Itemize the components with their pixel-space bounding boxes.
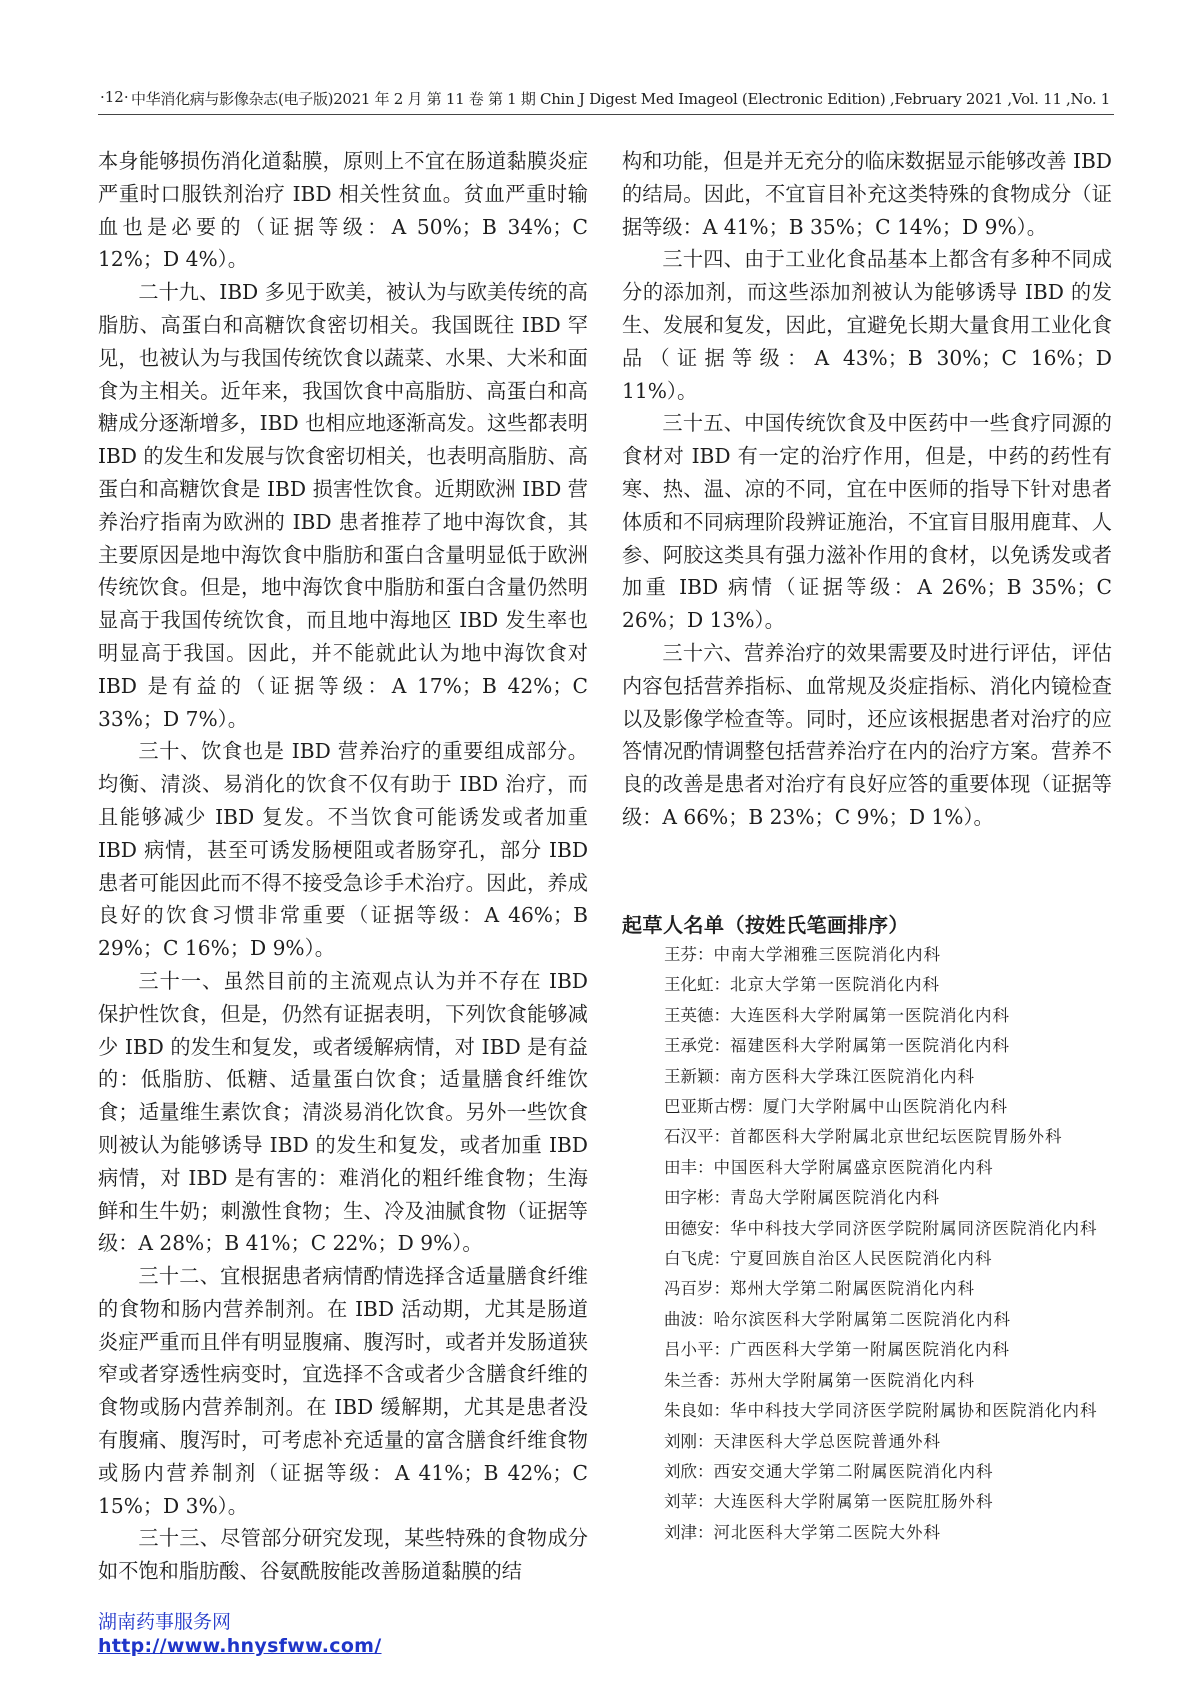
- drafter-affiliation: 天津医科大学总医院普通外科: [713, 1431, 941, 1451]
- drafter-item: [664, 1062, 1114, 1092]
- paragraph: 本身能够损伤消化道黏膜，原则上不宜在肠道黏膜炎症严重时口服铁剂治疗 IBD 相关性贫血。贫血严重时输血也是必要的（证据等级：A 50%；B 34%；C 12%；D 4%）。: [98, 149, 588, 272]
- drafter-item: [664, 1335, 1114, 1365]
- drafter-name: 冯百岁：: [664, 1279, 730, 1299]
- drafter-name: 吕小平：: [664, 1340, 730, 1360]
- drafter-item: [664, 940, 1114, 970]
- drafter-item: [664, 1001, 1114, 1031]
- drafter-item: [664, 1457, 1114, 1487]
- drafter-name: 白飞虎：: [664, 1249, 730, 1269]
- drafter-item: [664, 1122, 1114, 1152]
- page-header: [100, 88, 1110, 112]
- drafter-item: [664, 1214, 1114, 1244]
- watermark-url-link[interactable]: http://www.hnysfww.com/: [98, 1635, 382, 1657]
- drafter-affiliation: 广西医科大学第一附属医院消化内科: [730, 1340, 1010, 1360]
- drafter-name: 田德安：: [664, 1218, 730, 1238]
- drafter-affiliation: 郑州大学第二附属医院消化内科: [730, 1279, 975, 1299]
- drafter-item: [664, 1518, 1114, 1548]
- drafter-affiliation: 河北医科大学第二医院大外科: [713, 1522, 941, 1542]
- left-column: [98, 145, 588, 1588]
- drafter-item: [664, 1305, 1114, 1335]
- drafter-affiliation: 宁夏回族自治区人民医院消化内科: [730, 1249, 993, 1269]
- drafter-item: [664, 1366, 1114, 1396]
- drafter-item: [664, 1396, 1114, 1426]
- drafter-affiliation: 华中科技大学同济医学院附属同济医院消化内科: [730, 1218, 1098, 1238]
- journal-citation: 中华消化病与影像杂志(电子版)2021 年 2 月 第 11 卷 第 1 期 Chin J Digest Med Imageol (Electronic Edition) ,February 2021 ,Vol. 11 ,No. 1: [130, 90, 1110, 108]
- paragraph: 三十二、宜根据患者病情酌情选择含适量膳食纤维的食物和肠内营养制剂。在 IBD 活动期，尤其是肠道炎症严重而且伴有明显腹痛、腹泻时，或者并发肠道狭窄或者穿透性病变时，宜选择不含或者少含膳食纤维的食物或肠内营养制剂。在 IBD 缓解期，尤其是患者没有腹痛、腹泻时，可考虑补充适量的富含膳食纤维食物或肠内营养制剂（证据等级：A 41%；B 42%；C 15%；D 3%）。: [98, 1264, 588, 1518]
- drafter-item: [664, 1487, 1114, 1517]
- paragraph: 三十五、中国传统饮食及中医药中一些食疗同源的食材对 IBD 有一定的治疗作用，但是，中药的药性有寒、热、温、凉的不同，宜在中医师的指导下针对患者体质和不同病理阶段辨证施治，不宜盲目服用鹿茸、人参、阿胶这类具有强力滋补作用的食材，以免诱发或者加重 IBD 病情（证据等级：A 26%；B 35%；C 26%；D 13%）。: [622, 411, 1112, 633]
- drafter-item: [664, 1153, 1114, 1183]
- drafter-name: 巴亚斯古楞：: [664, 1097, 763, 1117]
- drafter-name: 刘苹：: [664, 1492, 714, 1512]
- drafter-affiliation: 哈尔滨医科大学附属第二医院消化内科: [713, 1309, 1011, 1329]
- drafter-affiliation: 北京大学第一医院消化内科: [730, 975, 940, 995]
- drafter-name: 王新颖：: [664, 1066, 730, 1086]
- paragraph: 三十三、尽管部分研究发现，某些特殊的食物成分如不饱和脂肪酸、谷氨酰胺能改善肠道黏膜的结: [98, 1526, 588, 1584]
- drafter-item: [664, 1031, 1114, 1061]
- drafter-affiliation: 厦门大学附属中山医院消化内科: [763, 1097, 1008, 1117]
- drafter-item: [664, 1274, 1114, 1304]
- paragraph: 三十、饮食也是 IBD 营养治疗的重要组成部分。均衡、清淡、易消化的饮食不仅有助于 IBD 治疗，而且能够减少 IBD 复发。不当饮食可能诱发或者加重 IBD 病情，甚至可诱发肠梗阻或者肠穿孔，部分 IBD 患者可能因此而不得不接受急诊手术治疗。因此，养成良好的饮食习惯非常重要（证据等级：A 46%；B 29%；C 16%；D 9%）。: [98, 739, 588, 961]
- drafter-name: 王承党：: [664, 1036, 730, 1056]
- drafter-name: 朱良如：: [664, 1401, 730, 1421]
- drafter-affiliation: 南方医科大学珠江医院消化内科: [730, 1066, 975, 1086]
- paragraph: 三十六、营养治疗的效果需要及时进行评估，评估内容包括营养指标、血常规及炎症指标、消化内镜检查以及影像学检查等。同时，还应该根据患者对治疗的应答情况酌情调整包括营养治疗在内的治疗方案。营养不良的改善是患者对治疗有良好应答的重要体现（证据等级：A 66%；B 23%；C 9%；D 1%）。: [622, 640, 1112, 829]
- paragraph: 三十四、由于工业化食品基本上都含有多种不同成分的添加剂，而这些添加剂被认为能够诱导 IBD 的发生、发展和复发，因此，宜避免长期大量食用工业化食品（证据等级：A 43%；B 30%；C 16%；D 11%）。: [622, 247, 1112, 403]
- header-divider: [98, 114, 1114, 115]
- drafter-name: 田字彬：: [664, 1188, 730, 1208]
- drafter-name: 王芬：: [664, 945, 714, 964]
- drafter-affiliation: 华中科技大学同济医学院附属协和医院消化内科: [730, 1401, 1098, 1421]
- watermark: [98, 1610, 382, 1658]
- drafter-affiliation: 大连医科大学附属第一医院肛肠外科: [713, 1492, 994, 1512]
- drafter-name: 刘刚：: [664, 1431, 714, 1451]
- drafter-item: [664, 1427, 1114, 1457]
- drafters-list: [664, 940, 1114, 1548]
- drafter-name: 刘欣：: [664, 1461, 714, 1481]
- drafter-item: [664, 1244, 1114, 1274]
- drafter-affiliation: 青岛大学附属医院消化内科: [730, 1188, 940, 1208]
- drafter-name: 刘津：: [664, 1522, 714, 1542]
- drafter-name: 曲波：: [664, 1309, 714, 1329]
- drafters-heading: 起草人名单（按姓氏笔画排序）: [622, 913, 909, 937]
- paragraph: 构和功能，但是并无充分的临床数据显示能够改善 IBD 的结局。因此，不宜盲目补充这类特殊的食物成分（证据等级：A 41%；B 35%；C 14%；D 9%）。: [622, 149, 1112, 239]
- drafter-affiliation: 西安交通大学第二附属医院消化内科: [713, 1461, 994, 1481]
- drafter-name: 王化虹：: [664, 975, 730, 995]
- drafter-affiliation: 中国医科大学附属盛京医院消化内科: [713, 1157, 994, 1177]
- drafter-item: [664, 1183, 1114, 1213]
- paragraph: 二十九、IBD 多见于欧美，被认为与欧美传统的高脂肪、高蛋白和高糖饮食密切相关。我国既往 IBD 罕见，也被认为与我国传统饮食以蔬菜、水果、大米和面食为主相关。近年来，我国饮食中高脂肪、高蛋白和高糖成分逐渐增多，IBD 也相应地逐渐高发。这些都表明 IBD 的发生和发展与饮食密切相关，也表明高脂肪、高蛋白和高糖饮食是 IBD 损害性饮食。近期欧洲 IBD 营养治疗指南为欧洲的 IBD 患者推荐了地中海饮食，其主要原因是地中海饮食中脂肪和蛋白含量明显低于欧洲传统饮食。但是，地中海饮食中脂肪和蛋白含量仍然明显高于我国传统饮食，而且地中海地区 IBD 发生率也明显高于我国。因此，并不能就此认为地中海饮食对 IBD 是有益的（证据等级：A 17%；B 42%；C 33%；D 7%）。: [98, 280, 588, 731]
- paragraph: 三十一、虽然目前的主流观点认为并不存在 IBD 保护性饮食，但是，仍然有证据表明，下列饮食能够减少 IBD 的发生和复发，或者缓解病情，对 IBD 是有益的：低脂肪、低糖、适量蛋白饮食；适量膳食纤维饮食；适量维生素饮食；清淡易消化饮食。另外一些饮食则被认为能够诱导 IBD 的发生和复发，或者加重 IBD 病情，对 IBD 是有害的：难消化的粗纤维食物；生海鲜和生牛奶；刺激性食物；生、冷及油腻食物（证据等级：A 28%；B 41%；C 22%；D 9%）。: [98, 968, 588, 1256]
- watermark-site-name: 湖南药事服务网: [98, 1611, 232, 1633]
- drafter-name: 石汉平：: [664, 1127, 730, 1147]
- drafter-item: [664, 1092, 1114, 1122]
- drafter-name: 朱兰香：: [664, 1370, 730, 1390]
- drafter-affiliation: 中南大学湘雅三医院消化内科: [713, 945, 941, 964]
- drafter-affiliation: 首都医科大学附属北京世纪坛医院胃肠外科: [730, 1127, 1063, 1147]
- drafter-affiliation: 大连医科大学附属第一医院消化内科: [730, 1005, 1010, 1025]
- drafter-affiliation: 苏州大学附属第一医院消化内科: [730, 1370, 975, 1390]
- right-column: [622, 145, 1112, 834]
- page-number: ·12·: [100, 88, 129, 106]
- drafter-item: [664, 970, 1114, 1000]
- drafter-name: 王英德：: [664, 1005, 730, 1025]
- drafter-affiliation: 福建医科大学附属第一医院消化内科: [730, 1036, 1010, 1056]
- drafter-name: 田丰：: [664, 1157, 714, 1177]
